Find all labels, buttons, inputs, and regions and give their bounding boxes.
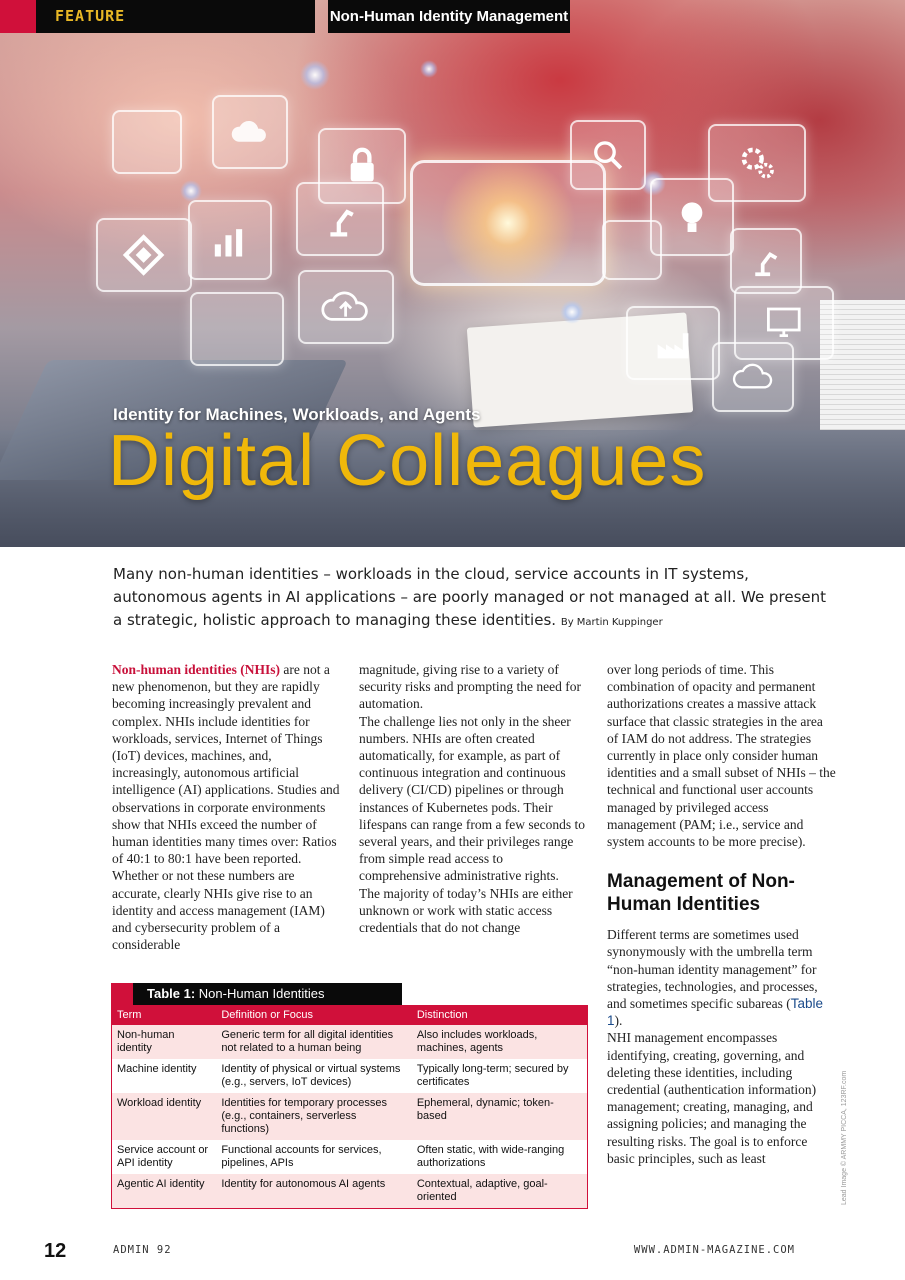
article-deck [113,563,833,634]
page-number: 12 [44,1240,67,1262]
qr-code-icon [96,218,192,292]
paragraph [607,926,837,1029]
paragraph [112,661,340,953]
table-row [112,1025,588,1059]
table-cell: Generic term for all digital identities not related to a human being [216,1025,412,1059]
section-tag: Non-Human Identity Management [328,0,570,33]
factory-icon [626,306,720,380]
table-cell: Non-human identity [112,1025,217,1059]
table-cell: Identity for autonomous AI agents [216,1174,412,1209]
cloud-sync-icon [212,95,288,169]
paragraph: The challenge lies not only in the sheer numbers. NHIs are often created automatically, for example, as part of continuous integration and continuous delivery (CI/CD) pipelines or through instances of Kubernetes pods. Their lifespans can range from a few seconds to several years, and their privileges range from simple read access to comprehensive administrative rights. [359,713,586,884]
table-cell: Contextual, adaptive, goal-oriented [412,1174,588,1209]
table-cell: Agentic AI identity [112,1174,217,1209]
table-cell: Workload identity [112,1093,217,1140]
light-glow [300,60,330,90]
table-header-cell: Definition or Focus [216,1005,412,1025]
table-reference-link[interactable]: Table 1 [607,996,823,1029]
light-glow [420,60,438,78]
table-cell: Often static, with wide-ranging authorizations [412,1140,588,1174]
website-url[interactable]: WWW.ADMIN-MAGAZINE.COM [633,1244,795,1256]
lightbulb-icon [650,178,734,256]
feature-tag [0,0,315,33]
deck-text: Many non-human identities – workloads in the cloud, service accounts in IT systems, autonomous agents in AI applications – are poorly managed or not managed at all. We present a strategic, holistic approach to managing these identities. [113,565,827,629]
chart-icon [188,200,272,280]
lead-image [0,0,905,547]
table-row [112,1140,588,1174]
paragraph: NHI management encompasses identifying, creating, governing, and deleting these identities, including credential (authentication information) management; creating, managing, and assigning policies; and managing the resulting risks. The goal is to enforce basic principles, such as least [607,1030,817,1166]
section-subhead: Management of Non-Human Identities [607,871,795,916]
article-headline: Digital Colleagues [108,421,707,501]
column-1 [112,661,340,953]
nhi-table [111,1005,588,1209]
binary-magnifier-icon [570,120,646,190]
blank-panel [190,292,284,366]
table-cell: Ephemeral, dynamic; token-based [412,1093,588,1140]
table-cell: Service account or API identity [112,1140,217,1174]
table-row [112,1174,588,1209]
table-row [112,1093,588,1140]
table-1 [111,983,588,1209]
table-row [112,1059,588,1093]
table-caption-label: Table 1: [147,986,196,1001]
table-cell: Functional accounts for services, pipelines, APIs [216,1140,412,1174]
robot-arm-icon [296,182,384,256]
table-cell: Identities for temporary processes (e.g., containers, serverless functions) [216,1093,412,1140]
article-kicker: Identity for Machines, Workloads, and Agents [113,405,481,424]
cloud-sync-icon [712,342,794,412]
table-cell: Identity of physical or virtual systems (e.g., servers, IoT devices) [216,1059,412,1093]
table-caption-title: Non-Human Identities [198,986,325,1001]
image-credit: Lead Image © ARMMY PICCA, 123RF.com [841,1070,848,1205]
table-header-row [112,1005,588,1025]
accent-block [111,983,133,1005]
paragraph: The majority of today’s NHIs are either unknown or work with static access credentials that do not change [359,885,573,936]
cloud-upload-icon [298,270,394,344]
blank-panel [602,220,662,280]
byline: By Martin Kuppinger [560,617,663,628]
lead-term: Non-human identities (NHIs) [112,662,281,677]
table-caption [111,983,402,1005]
column-2 [359,661,587,936]
light-glow [560,300,584,324]
table-caption-text [147,983,325,1005]
table-header-cell: Term [112,1005,217,1025]
table-cell: Also includes workloads, machines, agents [412,1025,588,1059]
column-3 [607,661,837,1167]
blank-panel [112,110,182,174]
robot-arm-icon [730,228,802,294]
table-header-cell: Distinction [412,1005,588,1025]
paragraph-text: Different terms are sometimes used synonymously with the umbrella term “non-human identity management” for strategies, technologies, and processes, and sometimes specific subareas ( [607,927,818,1012]
paragraph: over long periods of time. This combination of opacity and permanent authorizations creates a massive attack surface that classic strategies in the area of IAM do not address. The strategies currently in place only consider human identities and a small subset of NHIs – the technical and functional user accounts managed by privileged access management (PAM; i.e., service and system accounts to be more precise). [607,662,836,850]
table-cell: Typically long-term; secured by certificates [412,1059,588,1093]
paragraph: magnitude, giving rise to a variety of security risks and prompting the need for automation. [359,662,581,712]
table-cell: Machine identity [112,1059,217,1093]
accent-block [0,0,36,33]
paragraph-text: ). [614,1013,623,1029]
light-glow [180,180,202,202]
paragraph-text: are not a new phenomenon, but they are rapidly becoming increasingly prevalent and complex. NHIs include identities for workloads, services, Internet of Things (IoT) devices, machines, and, increasingly, autonomous artificial intelligence (AI) applications. Studies and observations in corporate environments show that NHIs exceed the number of human identities many times over: Ratios of 40:1 to 80:1 have been reported. Whether or not these numbers are accurate, clearly NHIs give rise to an identity and access management (IAM) and cybersecurity problem of a considerable [112,662,340,953]
issue-label: ADMIN 92 [113,1244,172,1256]
feature-label: FEATURE [55,7,126,25]
